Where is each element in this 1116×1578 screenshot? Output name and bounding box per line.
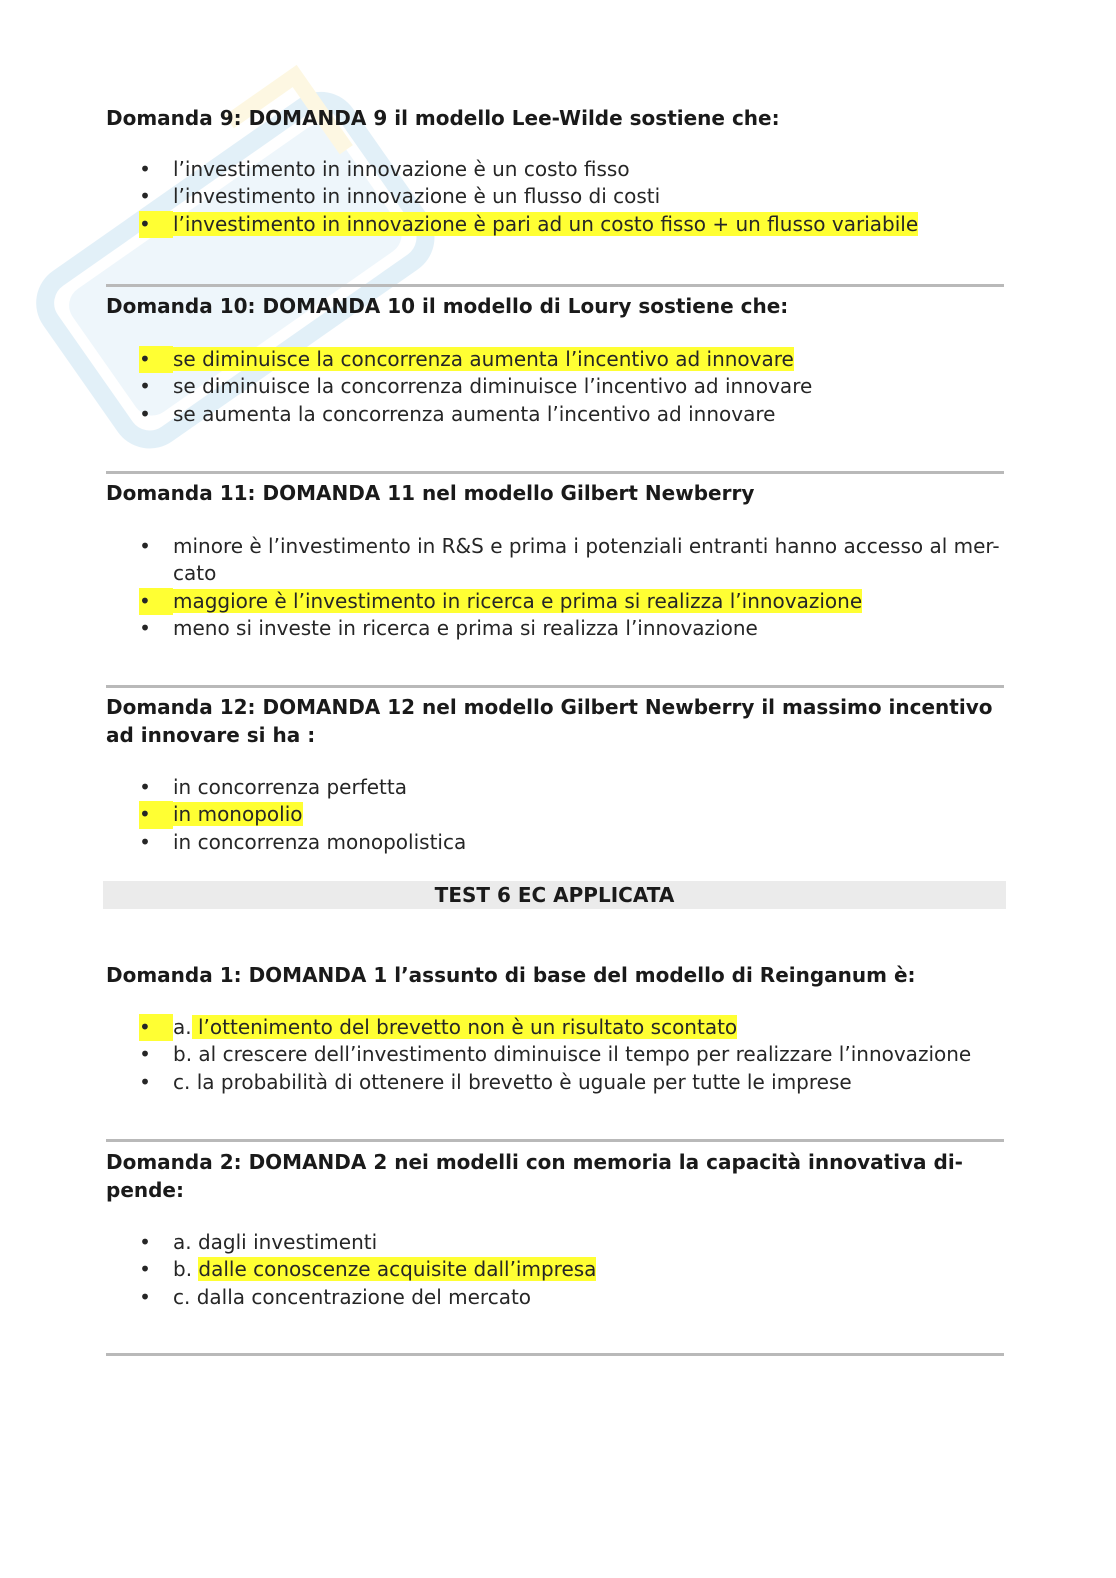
option-item: • in concorrenza perfetta — [106, 774, 1006, 801]
question-title: Domanda 12: DOMANDA 12 nel modello Gilbert Newberry il massimo incentivo ad innovare si ha : — [106, 695, 993, 747]
option-item: • b. al crescere dell’investimento diminuisce il tempo per realizzare l’innovazione — [106, 1041, 1006, 1068]
options-list — [106, 774, 1006, 856]
bullet-icon: • — [139, 775, 151, 799]
question-title: Domanda 1: DOMANDA 1 l’assunto di base del modello di Reinganum è: — [106, 963, 916, 987]
option-item: • se aumenta la concorrenza aumenta l’incentivo ad innovare — [106, 401, 1006, 428]
bullet-icon: • — [139, 801, 173, 828]
section-banner: TEST 6 EC APPLICATA — [103, 881, 1006, 909]
bullet-icon: • — [139, 374, 151, 399]
bullet-icon: • — [139, 1284, 151, 1309]
option-item: • c. la probabilità di ottenere il brevetto è uguale per tutte le imprese — [106, 1069, 1006, 1096]
bullet-icon: • — [139, 534, 151, 558]
options-list — [106, 1014, 1006, 1096]
option-item-correct: • in monopolio — [106, 801, 1006, 828]
bullet-icon: • — [139, 401, 151, 426]
option-item: • a. dagli investimenti — [106, 1229, 1006, 1256]
option-item-correct: • a. l’ottenimento del brevetto non è un risultato scontato — [106, 1014, 1006, 1041]
option-item: • meno si investe in ricerca e prima si realizza l’innovazione — [106, 615, 1006, 642]
question-9 — [106, 104, 1006, 238]
question-title: Domanda 10: DOMANDA 10 il modello di Loury sostiene che: — [106, 294, 789, 318]
options-list — [106, 156, 1006, 238]
bullet-icon: • — [139, 1014, 173, 1041]
question-title: Domanda 2: DOMANDA 2 nei modelli con memoria la capacità innovativa di- pende: — [106, 1150, 963, 1202]
option-item: • in concorrenza monopolistica — [106, 829, 1006, 856]
option-item: • l’investimento in innovazione è un flusso di costi — [106, 183, 1006, 210]
question-12 — [106, 693, 1006, 856]
options-list — [106, 346, 1006, 428]
question-10 — [106, 292, 1006, 428]
option-item-correct: • b. dalle conoscenze acquisite dall’impresa — [106, 1256, 1006, 1283]
bullet-icon: • — [139, 1257, 151, 1282]
bullet-icon: • — [139, 615, 151, 640]
bullet-icon: • — [139, 211, 173, 238]
section-question-2 — [106, 1148, 1006, 1311]
separator — [106, 685, 1004, 688]
separator — [106, 471, 1004, 474]
section-question-1 — [106, 961, 1006, 1096]
bullet-icon: • — [139, 157, 151, 181]
options-list — [106, 533, 1006, 642]
option-item: • minore è l’investimento in R&S e prima i potenziali entranti hanno accesso al mer- cato — [139, 534, 1000, 586]
bullet-icon: • — [139, 184, 151, 209]
separator — [106, 1353, 1004, 1356]
separator — [106, 284, 1004, 287]
option-item: • l’investimento in innovazione è un costo fisso — [106, 156, 1006, 183]
question-title: Domanda 9: DOMANDA 9 il modello Lee-Wilde sostiene che: — [106, 106, 780, 130]
bullet-icon: • — [139, 1042, 151, 1067]
options-list — [106, 1229, 1006, 1311]
bullet-icon: • — [139, 1069, 151, 1094]
option-item-correct: • se diminuisce la concorrenza aumenta l’incentivo ad innovare — [106, 346, 1006, 373]
bullet-icon: • — [139, 1230, 151, 1254]
bullet-icon: • — [139, 588, 173, 615]
option-item-correct: • maggiore è l’investimento in ricerca e prima si realizza l’innovazione — [106, 588, 1006, 615]
question-11 — [106, 479, 1006, 642]
bullet-icon: • — [139, 829, 151, 854]
question-title: Domanda 11: DOMANDA 11 nel modello Gilbert Newberry — [106, 481, 755, 505]
option-item: • se diminuisce la concorrenza diminuisce l’incentivo ad innovare — [106, 373, 1006, 400]
option-item: • c. dalla concentrazione del mercato — [106, 1284, 1006, 1311]
separator — [106, 1139, 1004, 1142]
option-item-correct: • l’investimento in innovazione è pari ad un costo fisso + un flusso variabile — [106, 211, 1006, 238]
bullet-icon: • — [139, 346, 173, 373]
